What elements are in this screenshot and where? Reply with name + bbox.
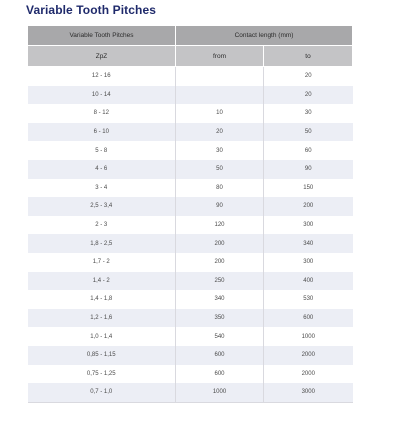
page-title: Variable Tooth Pitches (26, 3, 157, 17)
cell-to: 2000 (264, 346, 353, 365)
table-row (28, 290, 353, 309)
cell-zpz: 1,8 - 2,5 (28, 234, 176, 253)
cell-from: 50 (176, 160, 264, 179)
table-row (28, 179, 353, 198)
cell-zpz: 0,75 - 1,25 (28, 365, 176, 384)
cell-to: 150 (264, 179, 353, 198)
cell-zpz: 8 - 12 (28, 104, 176, 123)
cell-from: 340 (176, 290, 264, 309)
cell-from: 80 (176, 179, 264, 198)
cell-to: 90 (264, 160, 353, 179)
cell-from (176, 86, 264, 105)
cell-from: 20 (176, 123, 264, 142)
cell-zpz: 2,5 - 3,4 (28, 197, 176, 216)
cell-zpz: 1,4 - 1,8 (28, 290, 176, 309)
table-row (28, 309, 353, 328)
cell-zpz: 4 - 6 (28, 160, 176, 179)
table-row (28, 234, 353, 253)
cell-from: 600 (176, 365, 264, 384)
header-from: from (176, 46, 264, 67)
cell-zpz: 12 - 16 (28, 67, 176, 86)
table-row (28, 216, 353, 235)
table-row (28, 160, 353, 179)
cell-zpz: 1,7 - 2 (28, 253, 176, 272)
cell-to: 50 (264, 123, 353, 142)
header-contact-length: Contact length (mm) (176, 26, 353, 46)
header-to: to (264, 46, 353, 67)
table-row (28, 123, 353, 142)
table-row (28, 272, 353, 291)
cell-to: 340 (264, 234, 353, 253)
header-variable-tooth-pitches: Variable Tooth Pitches (28, 26, 176, 46)
cell-to: 20 (264, 67, 353, 86)
cell-zpz: 1,4 - 2 (28, 272, 176, 291)
table-row (28, 197, 353, 216)
cell-zpz: 0,85 - 1,15 (28, 346, 176, 365)
cell-from: 250 (176, 272, 264, 291)
cell-from (176, 67, 264, 86)
table-row (28, 141, 353, 160)
cell-from: 200 (176, 253, 264, 272)
header-zpz: ZpZ (28, 46, 176, 67)
cell-zpz: 1,0 - 1,4 (28, 327, 176, 346)
table-row (28, 327, 353, 346)
table-header-row (28, 26, 353, 46)
cell-to: 200 (264, 197, 353, 216)
cell-from: 10 (176, 104, 264, 123)
cell-from: 120 (176, 216, 264, 235)
cell-to: 2000 (264, 365, 353, 384)
cell-to: 400 (264, 272, 353, 291)
cell-zpz: 2 - 3 (28, 216, 176, 235)
cell-from: 30 (176, 141, 264, 160)
tooth-pitch-table (27, 25, 353, 403)
cell-zpz: 5 - 8 (28, 141, 176, 160)
cell-to: 530 (264, 290, 353, 309)
cell-to: 60 (264, 141, 353, 160)
cell-to: 1000 (264, 327, 353, 346)
cell-zpz: 1,2 - 1,6 (28, 309, 176, 328)
cell-to: 600 (264, 309, 353, 328)
cell-from: 350 (176, 309, 264, 328)
cell-from: 90 (176, 197, 264, 216)
cell-to: 20 (264, 86, 353, 105)
table-row (28, 86, 353, 105)
table-row (28, 104, 353, 123)
cell-to: 3000 (264, 383, 353, 402)
table-row (28, 383, 353, 402)
table-row (28, 67, 353, 86)
cell-zpz: 6 - 10 (28, 123, 176, 142)
table-row (28, 253, 353, 272)
cell-from: 200 (176, 234, 264, 253)
table-subheader-row (28, 46, 353, 67)
cell-to: 300 (264, 253, 353, 272)
cell-to: 300 (264, 216, 353, 235)
cell-from: 1000 (176, 383, 264, 402)
cell-zpz: 10 - 14 (28, 86, 176, 105)
table-row (28, 346, 353, 365)
cell-from: 540 (176, 327, 264, 346)
cell-zpz: 3 - 4 (28, 179, 176, 198)
cell-zpz: 0,7 - 1,0 (28, 383, 176, 402)
cell-from: 600 (176, 346, 264, 365)
cell-to: 30 (264, 104, 353, 123)
table-row (28, 365, 353, 384)
